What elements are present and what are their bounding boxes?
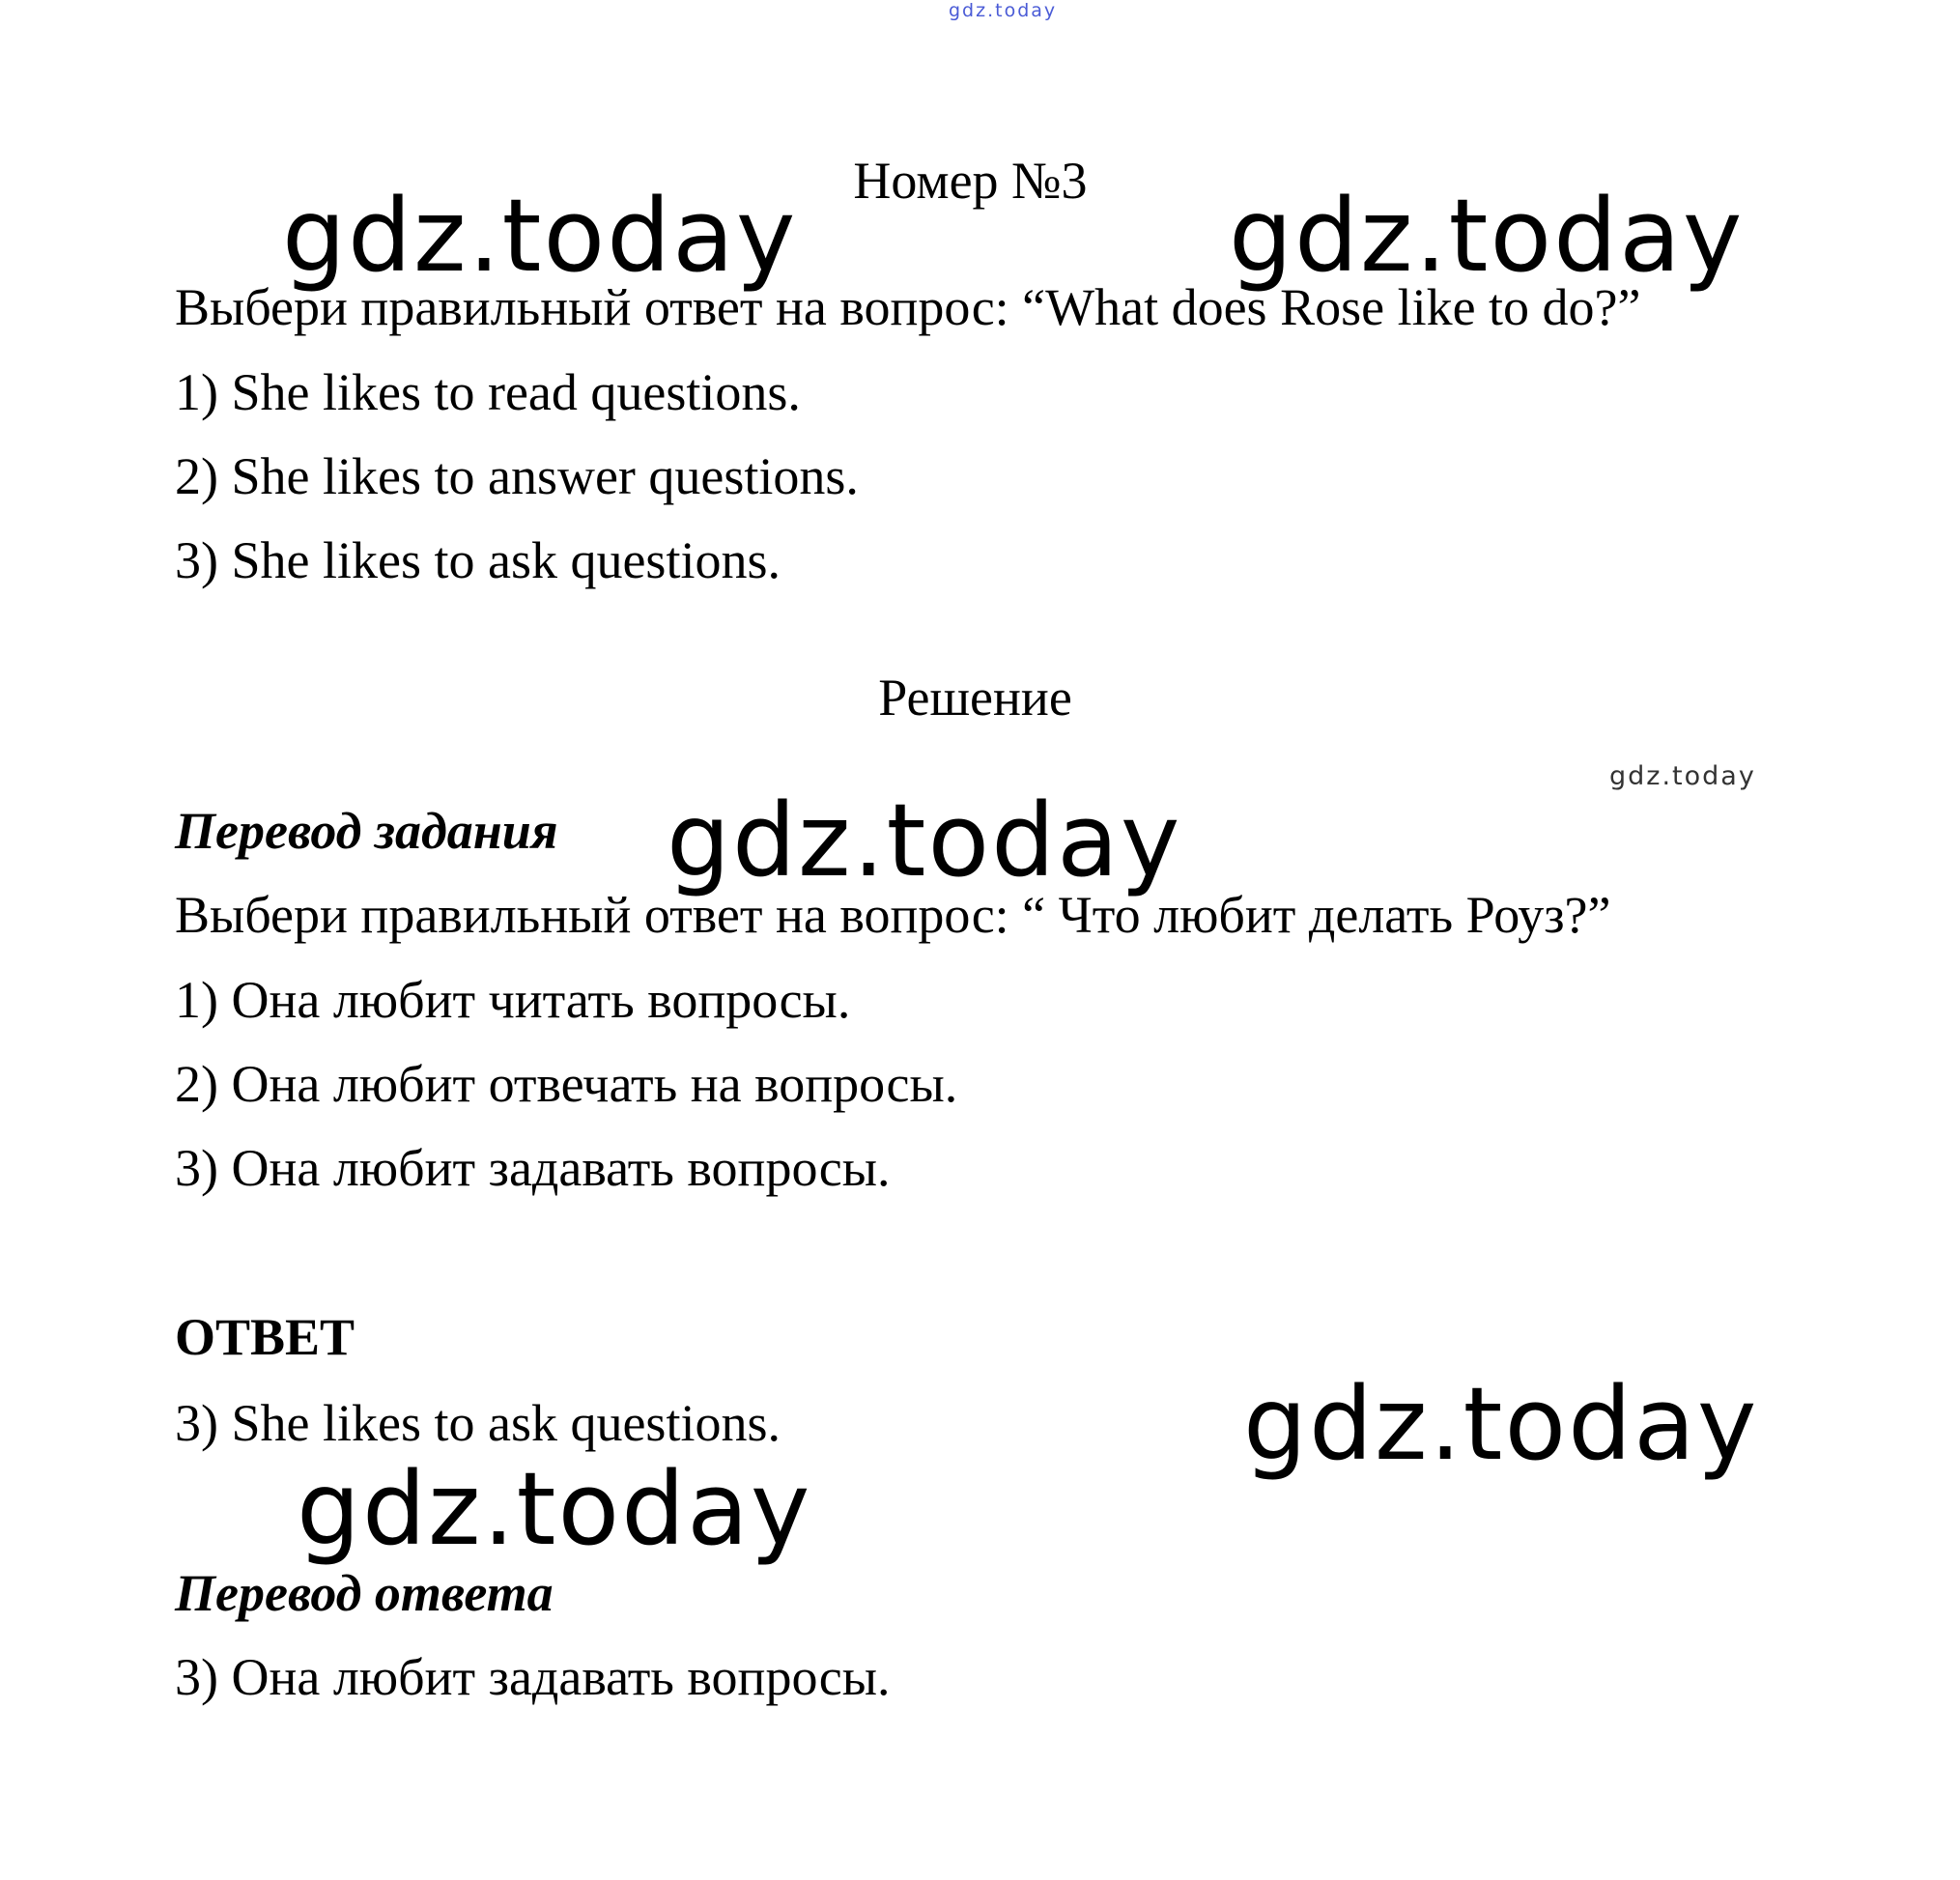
- watermark-2: gdz.today: [1229, 177, 1745, 295]
- watermark-5: gdz.today: [297, 1450, 812, 1568]
- watermark-1: gdz.today: [282, 177, 798, 295]
- watermark-small: gdz.today: [1609, 761, 1756, 791]
- task-option-3: 3) She likes to ask questions.: [175, 531, 781, 589]
- translation-option-2: 2) Она любит отвечать на вопросы.: [175, 1055, 958, 1113]
- answer-translation-text: 3) Она любит задавать вопросы.: [175, 1648, 891, 1706]
- translation-option-3: 3) Она любит задавать вопросы.: [175, 1139, 891, 1197]
- answer-text: 3) She likes to ask questions.: [175, 1394, 781, 1452]
- watermark-4: gdz.today: [1243, 1365, 1759, 1483]
- watermark-3: gdz.today: [667, 782, 1182, 899]
- answer-heading: ОТВЕТ: [175, 1308, 355, 1366]
- task-option-1: 1) She likes to read questions.: [175, 363, 801, 421]
- translation-heading: Перевод задания: [175, 802, 558, 860]
- watermark-top: gdz.today: [949, 0, 1058, 21]
- task-number-title: Номер №3: [853, 152, 1088, 210]
- translation-question: Выбери правильный ответ на вопрос: “ Что любит делать Роуз?”: [175, 886, 1611, 944]
- translation-option-1: 1) Она любит читать вопросы.: [175, 971, 851, 1029]
- answer-translation-heading: Перевод ответа: [175, 1564, 554, 1622]
- task-option-2: 2) She likes to answer questions.: [175, 447, 859, 505]
- solution-title: Решение: [878, 669, 1072, 726]
- task-question: Выбери правильный ответ на вопрос: “What does Rose like to do?”: [175, 278, 1641, 336]
